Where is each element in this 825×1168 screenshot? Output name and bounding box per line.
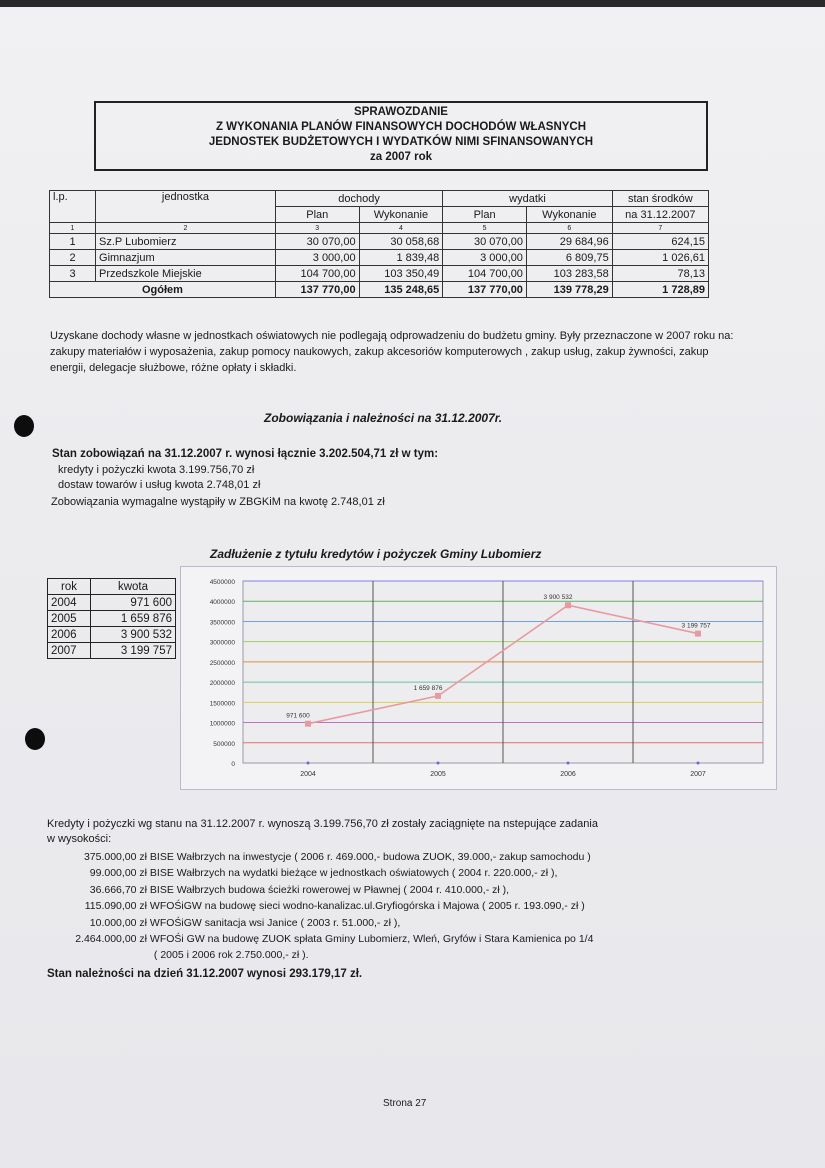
cell-stan: 1 026,61 — [612, 250, 708, 266]
total-label: Ogółem — [50, 282, 276, 298]
colnum: 4 — [359, 223, 443, 234]
credit-desc: WFOŚiGW na budowę sieci wodno-kanalizac.ul.Gryfiogórska i Majowa ( 2005 r. 193.090,- zł ) — [149, 900, 585, 913]
report-title-line4: za 2007 rok — [369, 151, 432, 163]
credit-desc: BISE Wałbrzych na wydatki bieżące w jednostkach oświatowych ( 2004 r. 220.000,- zł ), — [149, 867, 558, 880]
total-dwyk: 135 248,65 — [359, 282, 443, 298]
cell-wwyk: 6 809,75 — [526, 250, 612, 266]
x-tick-label: 2005 — [430, 771, 446, 778]
table-row — [48, 627, 176, 643]
credit-desc-cont: ( 2005 i 2006 rok 2.750.000,- zł ). — [153, 949, 309, 962]
liability-suppliers: dostaw towarów i usług kwota 2.748,01 zł — [58, 479, 261, 491]
data-point — [565, 602, 571, 608]
y-tick-label: 4000000 — [209, 599, 235, 607]
total-wwyk: 139 778,29 — [526, 282, 612, 298]
budget-table — [49, 190, 709, 298]
debt-year: 2006 — [48, 627, 91, 643]
header-wydatki-plan: Plan — [443, 207, 527, 223]
table-total-row — [50, 282, 709, 298]
x-tick-label: 2007 — [690, 771, 706, 778]
data-point — [695, 631, 701, 637]
cell-name: Sz.P Lubomierz — [96, 234, 276, 250]
colnum: 6 — [526, 223, 612, 234]
table-row — [50, 250, 709, 266]
y-tick-label: 3000000 — [209, 639, 235, 647]
scan-edge — [0, 0, 825, 7]
debt-table — [47, 578, 176, 659]
x-axis-marker — [567, 762, 570, 765]
debt-header-kwota: kwota — [91, 579, 176, 595]
cell-wplan: 104 700,00 — [443, 266, 527, 282]
debt-chart-frame — [180, 566, 777, 790]
list-item — [47, 882, 593, 898]
cell-dplan: 104 700,00 — [275, 266, 359, 282]
credit-amount: 375.000,00 zł — [83, 851, 147, 863]
cell-name: Przedszkole Miejskie — [96, 266, 276, 282]
credit-desc: WFOŚiGW sanitacja wsi Janice ( 2003 r. 51.000,- zł ), — [149, 916, 401, 929]
liabilities-total: Stan zobowiązań na 31.12.2007 r. wynosi łącznie 3.202.504,71 zł w tym: — [52, 448, 439, 460]
header-dochody-wykonanie: Wykonanie — [359, 207, 443, 223]
list-item — [47, 865, 593, 881]
debt-table-header — [48, 579, 176, 595]
liability-credits: kredyty i pożyczki kwota 3.199.756,70 zł — [58, 464, 255, 476]
x-tick-label: 2006 — [560, 771, 576, 778]
debt-amount: 1 659 876 — [91, 611, 176, 627]
debt-year: 2007 — [48, 643, 91, 659]
credits-intro: Kredyty i pożyczki wg stanu na 31.12.2007 r. wynoszą 3.199.756,70 zł zostały zaciągnięte na nstepujące zadania — [47, 818, 598, 830]
colnum: 1 — [50, 223, 96, 234]
header-jednostka: jednostka — [96, 191, 276, 223]
credits-list — [47, 849, 593, 964]
income-paragraph: Uzyskane dochody własne w jednostkach oświatowych nie podlegają odprowadzeniu do budżetu gminy. Były przeznaczone w 2007 roku na: zakupy materiałów i wyposażenia, zakup pomocy naukowych, zakup akcesoriów komputerowych , zakup usług, zakup żywności, zakup energii, delegacje służbowe, różne opłaty i składki. — [50, 330, 734, 374]
debt-header-rok: rok — [48, 579, 91, 595]
table-row — [48, 643, 176, 659]
x-tick-label: 2004 — [300, 771, 316, 778]
report-title-box — [94, 101, 708, 171]
y-tick-label: 2000000 — [209, 680, 235, 688]
debt-amount: 3 900 532 — [91, 627, 176, 643]
header-dochody: dochody — [275, 191, 442, 207]
cell-dplan: 30 070,00 — [275, 234, 359, 250]
credit-amount: 99.000,00 zł — [89, 867, 147, 880]
credit-amount: 36.666,70 zł — [89, 883, 147, 896]
punch-hole-top — [14, 415, 34, 437]
header-wydatki-wykonanie: Wykonanie — [526, 207, 612, 223]
x-axis-marker — [307, 762, 310, 765]
list-item — [47, 915, 593, 931]
data-label: 1 659 876 — [413, 684, 443, 692]
y-tick-label: 1500000 — [209, 700, 235, 708]
y-tick-label: 500000 — [213, 740, 235, 748]
list-item — [47, 898, 593, 914]
liabilities-section-title: Zobowiązania i należności na 31.12.2007r. — [264, 411, 503, 425]
data-point — [435, 693, 441, 699]
cell-lp: 1 — [50, 234, 96, 250]
cell-stan: 78,13 — [612, 266, 708, 282]
table-row — [50, 266, 709, 282]
header-stan: stan środków — [612, 191, 708, 207]
colnum: 7 — [612, 223, 708, 234]
debt-year: 2005 — [48, 611, 91, 627]
y-tick-label: 3500000 — [209, 619, 235, 627]
debt-year: 2004 — [48, 595, 91, 611]
debt-amount: 3 199 757 — [91, 643, 176, 659]
data-label: 3 900 532 — [543, 594, 573, 602]
header-date: na 31.12.2007 — [612, 207, 708, 223]
cell-lp: 2 — [50, 250, 96, 266]
debt-line-chart — [181, 567, 776, 789]
colnum: 5 — [443, 223, 527, 234]
liability-due: Zobowiązania wymagalne wystąpiły w ZBGKiM na kwotę 2.748,01 zł — [51, 496, 385, 508]
y-tick-label: 4500000 — [209, 579, 235, 586]
x-axis-marker — [697, 762, 700, 765]
data-label: 3 199 757 — [681, 622, 711, 630]
list-item — [47, 849, 593, 865]
report-title-line1: SPRAWOZDANIE — [354, 106, 448, 118]
credit-amount: 115.090,00 zł — [84, 900, 147, 913]
cell-lp: 3 — [50, 266, 96, 282]
credits-intro-2: w wysokości: — [47, 833, 112, 845]
colnum: 2 — [96, 223, 276, 234]
report-title-line3: JEDNOSTEK BUDŻETOWYCH I WYDATKÓW NIMI SFINANSOWANYCH — [208, 136, 594, 148]
y-tick-label: 1000000 — [209, 720, 235, 728]
cell-name: Gimnazjum — [96, 250, 276, 266]
page-number: Strona 27 — [383, 1098, 427, 1109]
punch-hole-bottom — [25, 728, 45, 750]
colnum: 3 — [275, 223, 359, 234]
cell-stan: 624,15 — [612, 234, 708, 250]
receivables-total: Stan należności na dzień 31.12.2007 wynosi 293.179,17 zł. — [47, 968, 363, 980]
total-wplan: 137 770,00 — [443, 282, 527, 298]
cell-wwyk: 103 283,58 — [526, 266, 612, 282]
cell-wplan: 30 070,00 — [443, 234, 527, 250]
table-header-row — [50, 191, 709, 207]
total-dplan: 137 770,00 — [275, 282, 359, 298]
debt-amount: 971 600 — [91, 595, 176, 611]
column-number-row — [50, 223, 709, 234]
list-item-continuation — [47, 947, 593, 963]
header-lp: l.p. — [50, 191, 96, 223]
chart-title: Zadłużenie z tytułu kredytów i pożyczek Gminy Lubomierz — [210, 547, 542, 561]
y-tick-label: 0 — [231, 761, 235, 768]
cell-dplan: 3 000,00 — [275, 250, 359, 266]
y-tick-label: 2500000 — [209, 659, 235, 667]
header-wydatki: wydatki — [443, 191, 612, 207]
cell-wplan: 3 000,00 — [443, 250, 527, 266]
cell-wwyk: 29 684,96 — [526, 234, 612, 250]
cell-dwyk: 1 839,48 — [359, 250, 443, 266]
header-dochody-plan: Plan — [275, 207, 359, 223]
cell-dwyk: 30 058,68 — [359, 234, 443, 250]
credit-desc: BISE Wałbrzych budowa ścieżki rowerowej w Pławnej ( 2004 r. 410.000,- zł ), — [149, 883, 510, 896]
table-row — [48, 595, 176, 611]
list-item — [47, 931, 593, 947]
data-label: 971 600 — [286, 712, 310, 720]
credit-desc: BISE Wałbrzych na inwestycje ( 2006 r. 469.000,- budowa ZUOK, 39.000,- zakup samochodu ) — [149, 851, 591, 863]
data-point — [305, 721, 311, 727]
x-axis-marker — [437, 762, 440, 765]
credit-amount: 10.000,00 zł — [89, 916, 147, 929]
table-row — [48, 611, 176, 627]
cell-dwyk: 103 350,49 — [359, 266, 443, 282]
credit-desc: WFOŚi GW na budowę ZUOK spłata Gminy Lubomierz, Wleń, Gryfów i Stara Kamienica po 1/4 — [149, 933, 594, 946]
report-title-line2: Z WYKONANIA PLANÓW FINANSOWYCH DOCHODÓW WŁASNYCH — [215, 121, 587, 133]
total-stan: 1 728,89 — [612, 282, 708, 298]
table-row — [50, 234, 709, 250]
credit-amount: 2.464.000,00 zł — [75, 933, 147, 946]
